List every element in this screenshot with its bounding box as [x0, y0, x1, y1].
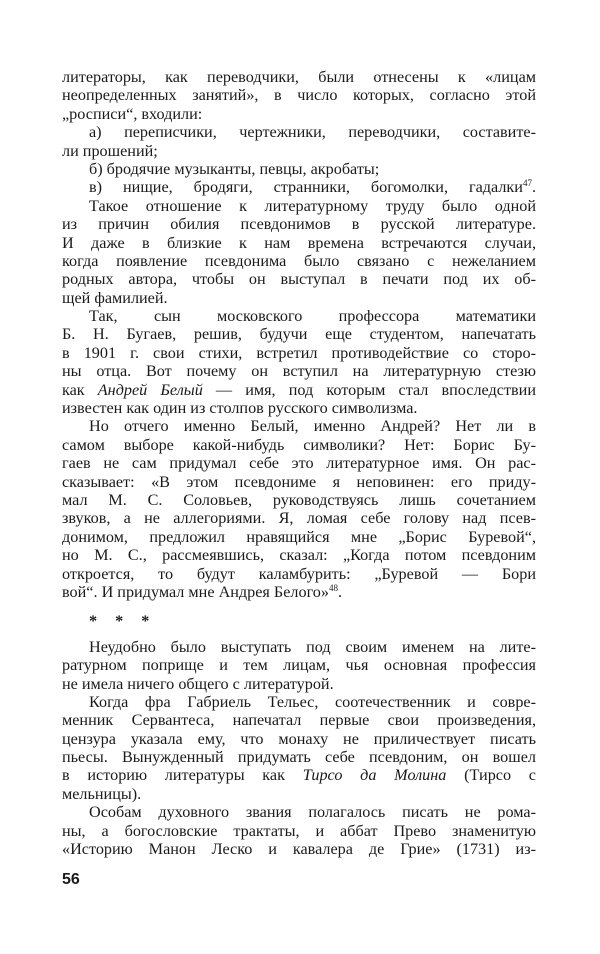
text-line	[62, 565, 536, 583]
text-segment: как	[62, 380, 98, 399]
text-segment: менник Сервантеса, напечатал первые свои произведения,	[62, 711, 536, 730]
text-line	[62, 656, 536, 674]
text-line	[62, 142, 536, 160]
text-line	[62, 693, 536, 711]
text-segment: .	[338, 582, 343, 601]
text-segment: „росписи“, входили:	[62, 104, 203, 123]
text-line	[62, 344, 536, 362]
text-segment: но М. С., рассмеявшись, сказал: „Когда потом псевдоним	[62, 546, 536, 565]
text-line	[62, 528, 536, 546]
text-segment: звуков, а не аллегориями. Я, ломая себе голову над псев-	[62, 509, 536, 528]
italic-text: Тирсо да Молина	[302, 766, 447, 785]
text-line	[62, 454, 536, 472]
text-segment: — имя, под которым стал впоследствии	[202, 380, 536, 399]
footnote-ref: 48	[329, 582, 338, 593]
text-line	[62, 473, 536, 491]
text-segment: Такое отношение к литературному труду было одной	[89, 196, 536, 215]
text-line	[62, 197, 536, 215]
text-line	[62, 234, 536, 252]
text-line	[62, 766, 536, 784]
text-line	[62, 840, 536, 858]
text-segment: Но отчего именно Белый, именно Андрей? Нет ли в	[89, 417, 536, 436]
text-segment: самом выборе какой-нибудь символики? Нет: Борис Бу-	[62, 435, 536, 454]
text-segment: цензура указала ему, что монаху не приличествует писать	[62, 729, 536, 748]
text-line	[62, 399, 536, 417]
text-line	[62, 123, 536, 141]
text-line	[62, 362, 536, 380]
text-segment: И даже в близкие к нам времена встречаются случаи,	[62, 233, 536, 252]
text-segment: мельницы).	[62, 784, 142, 803]
text-segment: б) бродячие музыканты, певцы, акробаты;	[89, 159, 380, 178]
text-line	[62, 711, 536, 729]
text-segment: в) нищие, бродяги, странники, богомолки, гадалки	[89, 178, 523, 197]
text-segment: не имела ничего общего с литературой.	[62, 674, 334, 693]
text-segment: мал М. С. Соловьев, руководствуясь лишь сочетанием	[62, 490, 536, 509]
text-line	[62, 289, 536, 307]
text-line	[62, 417, 536, 435]
text-segment: в 1901 г. свои стихи, встретил противодействие со сторо-	[62, 343, 536, 362]
text-line	[62, 307, 536, 325]
text-segment: Неудобно было выступать под своим именем на лите-	[89, 637, 536, 656]
text-line	[62, 160, 536, 178]
page-number: 56	[62, 871, 80, 888]
text-line	[62, 675, 536, 693]
text-line	[62, 546, 536, 564]
italic-text: Андрей Белый	[97, 380, 203, 399]
section-separator: * * *	[89, 612, 150, 631]
text-line	[62, 730, 536, 748]
text-segment: из причин обилия псевдонимов в русской литературе.	[62, 215, 536, 234]
text-segment: донимом, предложил нравящийся мне „Борис Буревой“,	[62, 527, 536, 546]
text-segment: известен как один из столпов русского символизма.	[62, 399, 418, 418]
book-page-text	[62, 68, 536, 858]
text-line	[62, 822, 536, 840]
text-segment: откроется, то будут каламбурить: „Буревой — Бори	[62, 564, 536, 583]
text-segment: а) переписчики, чертежники, переводчики, составите-	[89, 123, 536, 142]
text-segment: пьесы. Вынужденный придумать себе псевдоним, он вошел	[62, 748, 536, 767]
text-segment: когда появление псевдонима было связано с нежеланием	[62, 251, 536, 270]
section-1	[62, 68, 536, 601]
text-line	[62, 785, 536, 803]
text-segment: Б. Н. Бугаев, решив, будучи еще студентом, напечатать	[62, 325, 536, 344]
text-line	[62, 491, 536, 509]
text-segment: сказывает: «В этом псевдониме я неповинен: его приду-	[62, 472, 536, 491]
text-segment: вой“. И придумал мне Андрея Белого»	[62, 582, 329, 601]
text-segment: ны, а богословские трактаты, и аббат Прево знаменитую	[62, 821, 536, 840]
text-line	[62, 178, 536, 196]
text-segment: (Тирсо с	[446, 766, 536, 785]
section-2	[62, 638, 536, 859]
text-segment: «Историю Манон Леско и кавалера де Грие» (1731) из-	[62, 840, 536, 859]
text-segment: Когда фра Габриель Тельес, соотечественник и совре-	[89, 692, 536, 711]
text-line	[62, 381, 536, 399]
text-line	[62, 748, 536, 766]
footnote-ref: 47	[522, 178, 532, 189]
text-segment: родных автора, чтобы он выступал в печати под их об-	[62, 270, 536, 289]
text-line	[62, 436, 536, 454]
text-segment: неопределенных занятий», в число которых, согласно этой	[62, 86, 536, 105]
text-segment: в историю литературы как	[62, 766, 303, 785]
text-segment: Так, сын московского профессора математики	[89, 307, 536, 326]
text-line	[62, 583, 536, 601]
text-segment: ны отца. Вот почему он вступил на литературную стезю	[62, 362, 536, 381]
text-segment: Особам духовного звания полагалось писать не рома-	[89, 803, 536, 822]
text-line	[62, 105, 536, 123]
text-segment: .	[531, 178, 536, 197]
text-line	[62, 325, 536, 343]
text-segment: ли прошений;	[62, 141, 158, 160]
text-segment: литераторы, как переводчики, были отнесены к «лицам	[62, 68, 536, 86]
text-line	[62, 252, 536, 270]
text-line	[62, 638, 536, 656]
text-line	[62, 270, 536, 288]
text-line	[62, 86, 536, 104]
text-segment: гаев не сам придумал себе это литературное имя. Он рас-	[62, 454, 536, 473]
text-segment: щей фамилией.	[62, 288, 168, 307]
text-line	[62, 509, 536, 527]
text-line	[62, 68, 536, 86]
text-line	[62, 215, 536, 233]
text-line	[62, 803, 536, 821]
text-segment: ратурном поприще и тем лицам, чья основная профессия	[62, 656, 536, 675]
